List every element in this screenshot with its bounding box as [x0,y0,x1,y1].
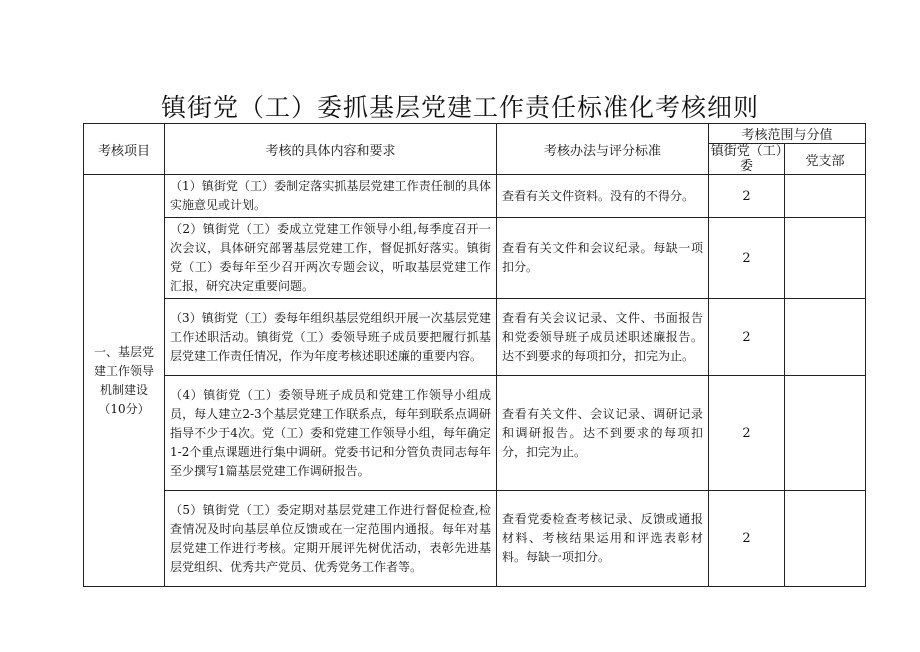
row-content: （2）镇街党（工）委成立党建工作领导小组,每季度召开一次会议，具体研究部署基层党建工作，督促抓好落实。镇街党（工）委每年至少召开两次专题会议，听取基层党建工作汇报，研究决定重要问题。 [165,218,497,299]
section-label: 一、基层党建工作领导机制建设（10分） [84,175,165,587]
header-method: 考核办法与评分标准 [497,124,709,175]
table-row [84,218,866,299]
row-content: （5）镇街党（工）委定期对基层党建工作进行督促检查,检查情况及时向基层单位反馈或在一定范围内通报。每年对基层党建工作进行考核。定期开展评先树优活动，表彰先进基层党组织、优秀共产党员、优秀党务工作者等。 [165,491,497,587]
table-row [84,175,866,218]
row-town-score: 2 [709,175,785,218]
row-branch-score [785,175,866,218]
row-method: 查看有关文件和会议纪录。每缺一项扣分。 [497,218,709,299]
row-content: （4）镇街党（工）委领导班子成员和党建工作领导小组成员，每人建立2-3个基层党建工作联系点，每年到联系点调研指导不少于4次。党（工）委和党建工作领导小组，每年确定1-2个重点课题进行集中调研。党委书记和分管负责同志每年至少撰写1篇基层党建工作调研报告。 [165,376,497,491]
row-method: 查看有关文件资料。没有的不得分。 [497,175,709,218]
row-branch-score [785,299,866,376]
row-content: （1）镇街党（工）委制定落实抓基层党建工作责任制的具体实施意见或计划。 [165,175,497,218]
header-content: 考核的具体内容和要求 [165,124,497,175]
row-method: 查看党委检查考核记录、反馈或通报材料、考核结果运用和评选表彰材料。每缺一项扣分。 [497,491,709,587]
row-town-score: 2 [709,376,785,491]
header-scope: 考核范围与分值 [709,124,866,144]
table-row [84,376,866,491]
assessment-table [83,123,866,587]
table-row [84,299,866,376]
row-branch-score [785,218,866,299]
row-town-score: 2 [709,218,785,299]
row-content: （3）镇街党（工）委每年组织基层党组织开展一次基层党建工作述职活动。镇街党（工）委领导班子成员要把履行抓基层党建工作责任情况，作为年度考核述职述廉的重要内容。 [165,299,497,376]
row-town-score: 2 [709,491,785,587]
table-row [84,491,866,587]
row-method: 查看有关文件、会议记录、调研记录和调研报告。达不到要求的每项扣分，扣完为止。 [497,376,709,491]
document-title: 镇街党（工）委抓基层党建工作责任标准化考核细则 [160,93,759,122]
header-project: 考核项目 [84,124,165,175]
row-branch-score [785,376,866,491]
header-branch: 党支部 [785,144,866,175]
row-branch-score [785,491,866,587]
row-method: 查看有关会议记录、文件、书面报告和党委领导班子成员述职述廉报告。达不到要求的每项扣分，扣完为止。 [497,299,709,376]
row-town-score: 2 [709,299,785,376]
header-town: 镇街党（工）委 [709,144,785,175]
